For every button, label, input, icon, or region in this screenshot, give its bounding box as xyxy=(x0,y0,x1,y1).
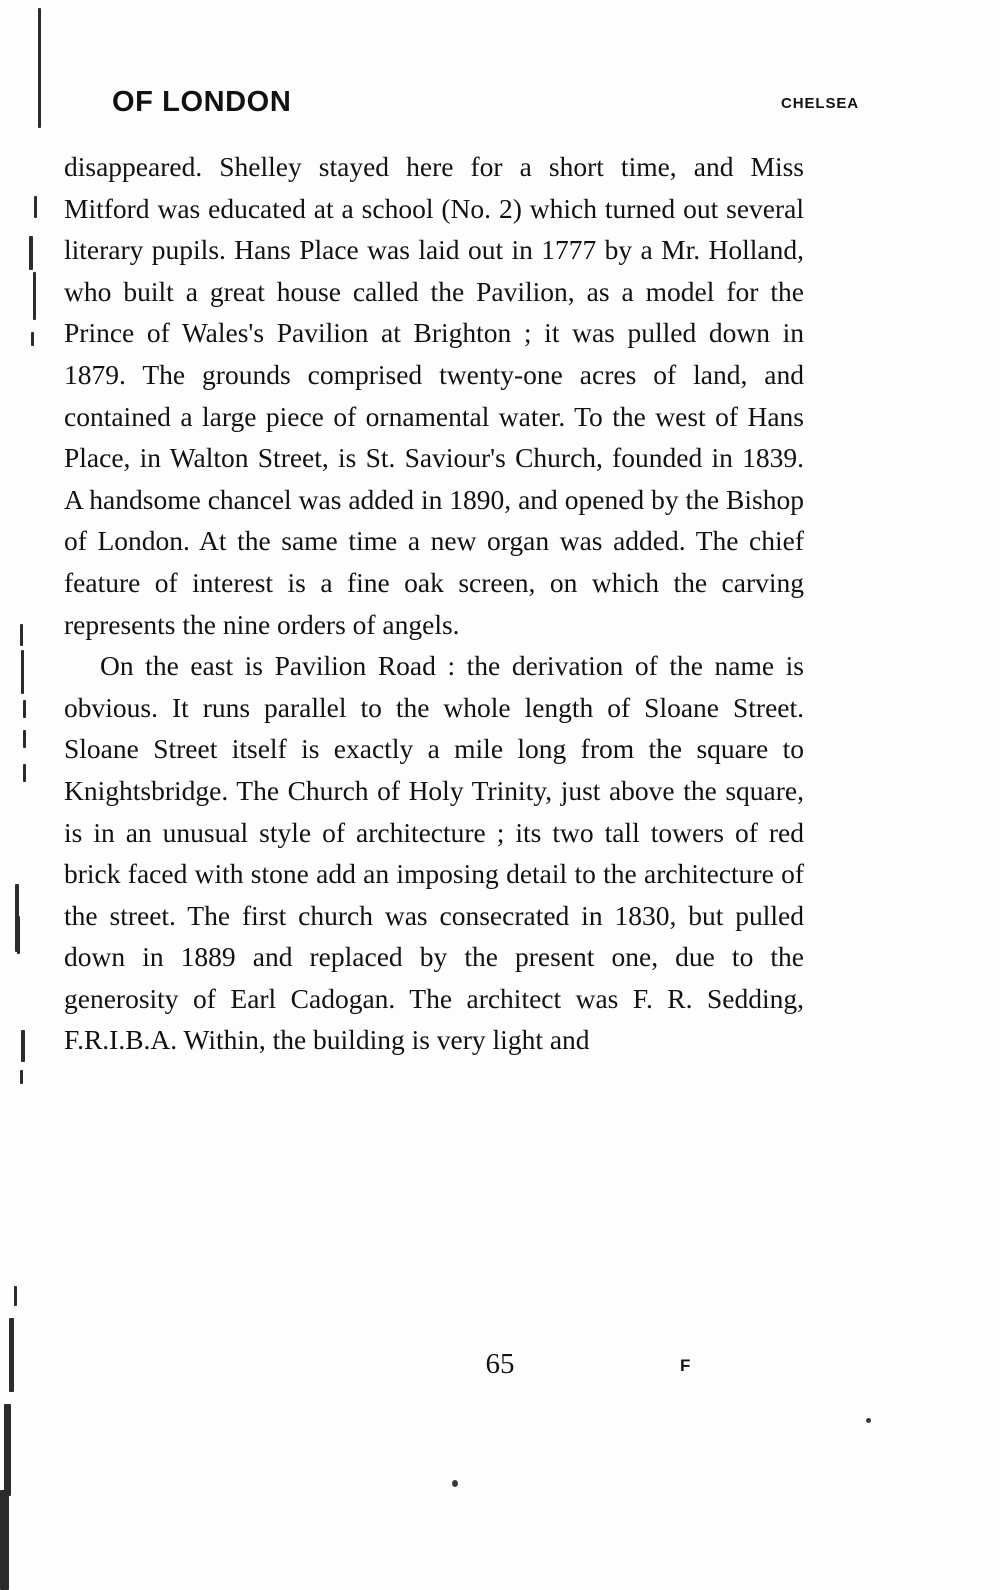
running-head xyxy=(112,86,872,120)
page-body xyxy=(64,146,804,1061)
running-head-section: CHELSEA xyxy=(781,95,859,112)
paragraph-2: On the east is Pavilion Road : the derivation of the name is obvious. It runs parallel to the whole length of Sloane Street. Sloane Street itself is exactly a mile long from the square to Knightsbridge. The Church of Holy Trinity, just above the square, is in an unusual style of architecture ; its two tall towers of red brick faced with stone add an imposing detail to the architecture of the street. The first church was consecrated in 1830, but pulled down in 1889 and replaced by the present one, due to the generosity of Earl Cadogan. The architect was F. R. Sedding, F.R.I.B.A. Within, the building is very light and xyxy=(64,650,804,1056)
signature-mark: F xyxy=(680,1356,691,1375)
page-title: OF LONDON xyxy=(112,86,292,118)
page-number: 65 xyxy=(485,1348,515,1380)
paragraph-1: disappeared. Shelley stayed here for a short time, and Miss Mitford was educated at a school (No. 2) which turned out several literary pupils. Hans Place was laid out in 1777 by a Mr. Holland, who built a great house called the Pavilion, as a model for the Prince of Wales's Pavilion at Brighton ; it was pulled down in 1879. The grounds comprised twenty-one acres of land, and contained a large piece of ornamental water. To the west of Hans Place, in Walton Street, is St. Saviour's Church, founded in 1839. A handsome chancel was added in 1890, and opened by the Bishop of London. At the same time a new organ was added. The chief feature of interest is a fine oak screen, on which the carving represents the nine orders of angels. xyxy=(64,151,804,640)
scan-speck xyxy=(866,1418,871,1423)
scan-speck xyxy=(452,1480,458,1487)
